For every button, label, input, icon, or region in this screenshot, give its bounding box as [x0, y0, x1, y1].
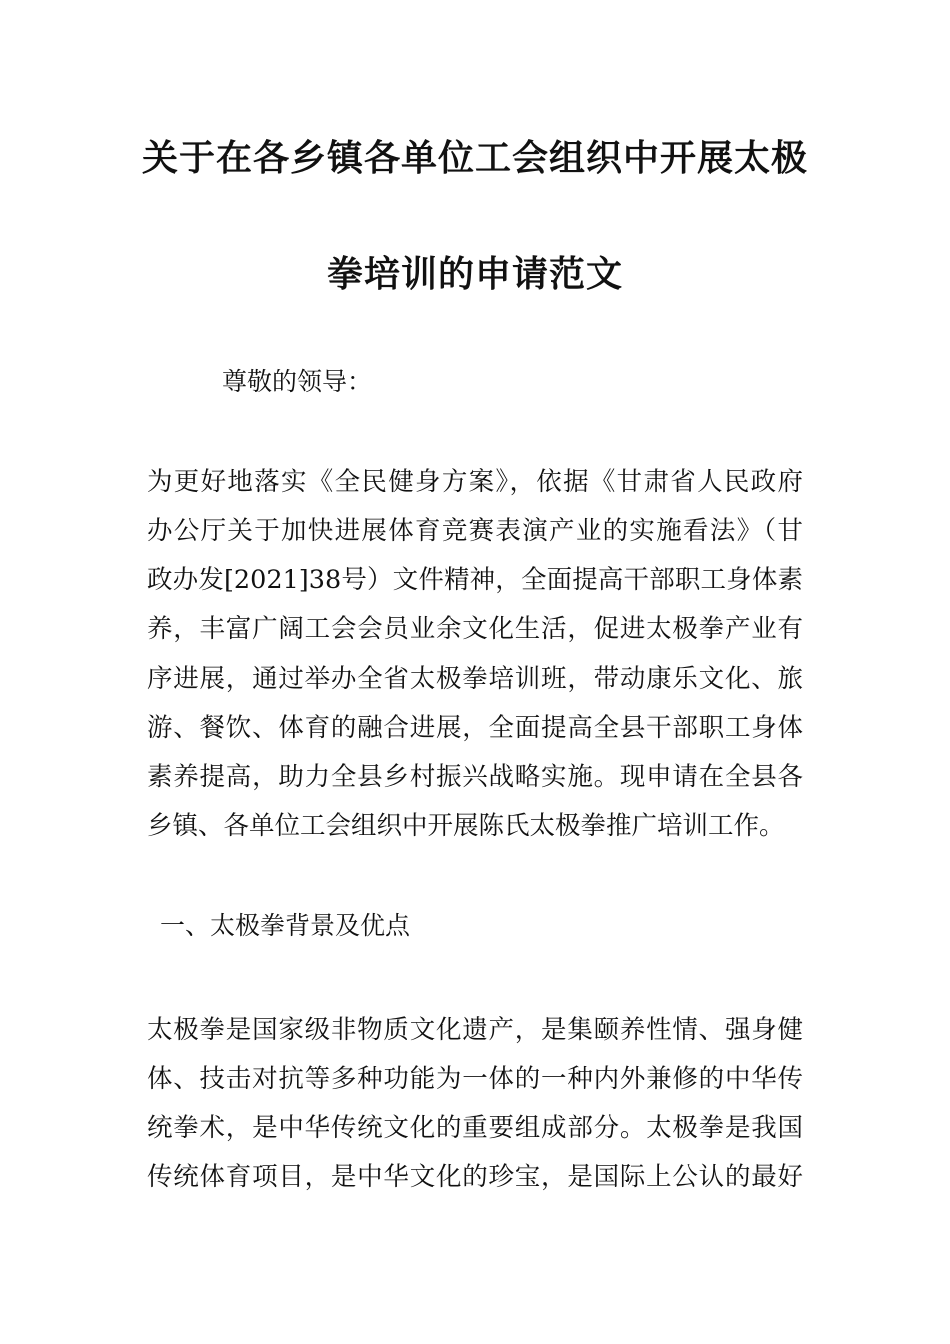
document-title-line-1: 关于在各乡镇各单位工会组织中开展太极 — [141, 138, 808, 179]
section-heading-1: 一、太极拳背景及优点 — [160, 911, 411, 940]
greeting: 尊敬的领导： — [222, 367, 373, 396]
paragraph-1-line: 序进展，通过举办全省太极拳培训班，带动康乐文化、旅 — [147, 664, 803, 694]
paragraph-2-line: 传统体育项目，是中华文化的珍宝，是国际上公认的最好 — [147, 1162, 803, 1192]
paragraph-2-line: 太极拳是国家级非物质文化遗产，是集颐养性情、强身健 — [147, 1015, 803, 1045]
paragraph-1-line: 为更好地落实《全民健身方案》，依据《甘肃省人民政府 — [147, 467, 803, 497]
paragraph-1-line: 办公厅关于加快进展体育竞赛表演产业的实施看法》（甘 — [147, 516, 803, 546]
paragraph-1-line: 乡镇、各单位工会组织中开展陈氏太极拳推广培训工作。 — [147, 811, 785, 841]
paragraph-1-line: 养，丰富广阔工会会员业余文化生活，促进太极拳产业有 — [147, 614, 803, 644]
paragraph-1-line: 政办发[2021]38号）文件精神，全面提高干部职工身体素 — [147, 565, 803, 595]
paragraph-1-line: 游、餐饮、体育的融合进展，全面提高全县干部职工身体 — [147, 713, 803, 743]
document-title-line-2: 拳培训的申请范文 — [326, 254, 623, 295]
paragraph-1-line: 素养提高，助力全县乡村振兴战略实施。现申请在全县各 — [147, 762, 803, 792]
paragraph-2-line: 统拳术，是中华传统文化的重要组成部分。太极拳是我国 — [147, 1113, 803, 1143]
paragraph-2-line: 体、技击对抗等多种功能为一体的一种内外兼修的中华传 — [147, 1064, 803, 1094]
